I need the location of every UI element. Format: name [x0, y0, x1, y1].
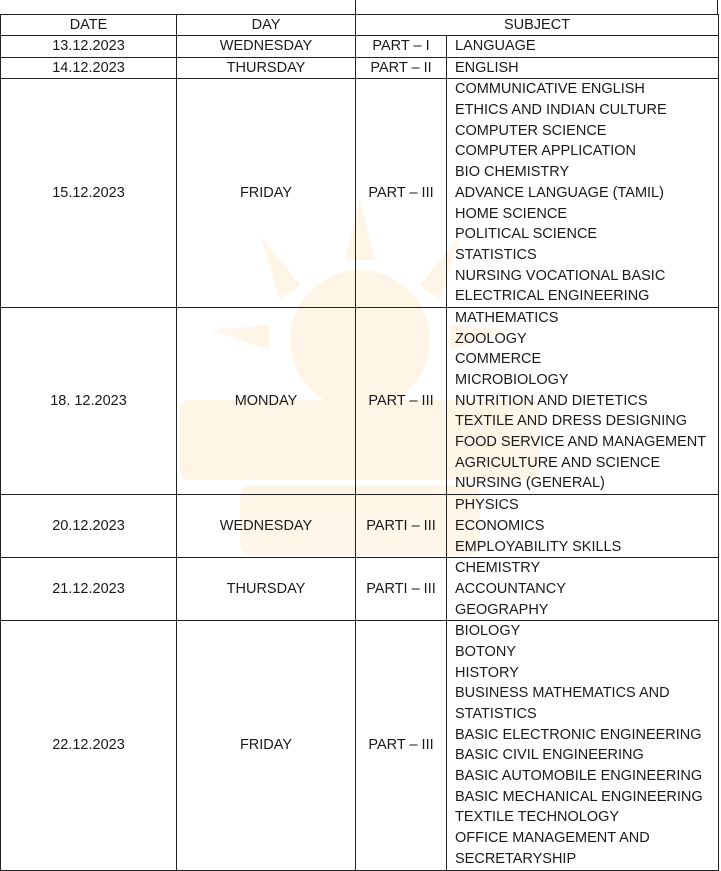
header-day: DAY	[177, 15, 356, 36]
exam-day: FRIDAY	[177, 79, 356, 308]
subject-item: OFFICE MANAGEMENT AND	[455, 830, 650, 847]
subject-item: TEXTILE AND DRESS DESIGNING	[455, 413, 688, 430]
table-row	[1, 621, 719, 870]
subject-item: BIOLOGY	[455, 623, 521, 640]
exam-date: 20.12.2023	[1, 495, 177, 558]
exam-part: PART – I	[356, 36, 447, 58]
exam-subjects	[447, 495, 719, 558]
subject-item: FOOD SERVICE AND MANAGEMENT	[455, 434, 707, 451]
exam-subjects	[447, 36, 719, 58]
subject-item: ZOOLOGY	[455, 330, 527, 347]
exam-day: THURSDAY	[177, 57, 356, 79]
exam-part: PART – III	[356, 79, 447, 308]
subject-item: ENGLISH	[455, 59, 519, 76]
subject-item: STATISTICS	[455, 706, 537, 722]
subject-item: ACCOUNTANCY	[455, 580, 566, 597]
exam-date: 15.12.2023	[1, 79, 177, 308]
subject-item: NURSING (GENERAL)	[455, 475, 605, 492]
subject-item: HOME SCIENCE	[455, 205, 567, 222]
column-divider	[355, 0, 356, 14]
subject-item: CHEMISTRY	[455, 560, 541, 577]
subject-item: TEXTILE TECHNOLOGY	[455, 809, 620, 826]
subject-item: ETHICS AND INDIAN CULTURE	[455, 102, 667, 119]
header-date: DATE	[1, 15, 177, 36]
subject-item: NURSING VOCATIONAL BASIC	[455, 267, 666, 284]
subject-item: MICROBIOLOGY	[455, 372, 569, 388]
header-subject: SUBJECT	[356, 15, 719, 36]
exam-part: PART – III	[356, 307, 447, 494]
exam-part: PART – III	[356, 621, 447, 870]
subject-item: COMPUTER SCIENCE	[455, 122, 607, 139]
exam-date: 18. 12.2023	[1, 307, 177, 494]
subject-item: LANGUAGE	[455, 38, 536, 54]
exam-day: WEDNESDAY	[177, 36, 356, 58]
exam-day: MONDAY	[177, 307, 356, 494]
subject-item: BUSINESS MATHEMATICS AND	[455, 685, 670, 702]
exam-subjects	[447, 57, 719, 79]
subject-item: BASIC ELECTRONIC ENGINEERING	[455, 726, 702, 743]
subject-item: POLITICAL SCIENCE	[455, 226, 598, 243]
table-row	[1, 558, 719, 621]
table-row	[1, 36, 719, 58]
exam-date: 14.12.2023	[1, 57, 177, 79]
subject-item: BASIC MECHANICAL ENGINEERING	[455, 788, 703, 805]
exam-part: PART – II	[356, 57, 447, 79]
subject-item: BIO CHEMISTRY	[455, 164, 570, 181]
subject-item: PHYSICS	[455, 497, 519, 514]
subject-item: COMMUNICATIVE ENGLISH	[455, 81, 645, 98]
subject-item: MATHEMATICS	[455, 309, 559, 326]
exam-part: PARTI – III	[356, 495, 447, 558]
table-row	[1, 495, 719, 558]
exam-part: PARTI – III	[356, 558, 447, 621]
table-row	[1, 307, 719, 494]
subject-item: AGRICULTURE AND SCIENCE	[455, 454, 661, 471]
exam-day: THURSDAY	[177, 558, 356, 621]
exam-subjects	[447, 307, 719, 494]
exam-timetable	[0, 14, 719, 871]
exam-date: 21.12.2023	[1, 558, 177, 621]
subject-item: BASIC CIVIL ENGINEERING	[455, 747, 644, 764]
subject-item: SECRETARYSHIP	[455, 850, 577, 867]
table-top-strip	[0, 0, 721, 14]
exam-day: WEDNESDAY	[177, 495, 356, 558]
exam-subjects	[447, 79, 719, 308]
subject-item: NUTRITION AND DIETETICS	[455, 392, 648, 409]
subject-item: BOTONY	[455, 643, 516, 660]
exam-date: 22.12.2023	[1, 621, 177, 870]
table-row	[1, 79, 719, 308]
exam-subjects	[447, 558, 719, 621]
subject-item: STATISTICS	[455, 246, 537, 263]
exam-subjects	[447, 621, 719, 870]
exam-day: FRIDAY	[177, 621, 356, 870]
timetable-body	[1, 36, 719, 871]
subject-item: COMMERCE	[455, 351, 542, 368]
subject-item: HISTORY	[455, 664, 519, 681]
column-divider	[717, 0, 718, 14]
subject-item: GEOGRAPHY	[455, 601, 549, 618]
table-row	[1, 57, 719, 79]
subject-item: BASIC AUTOMOBILE ENGINEERING	[455, 768, 703, 785]
subject-item: COMPUTER APPLICATION	[455, 143, 637, 160]
subject-item: ADVANCE LANGUAGE (TAMIL)	[455, 184, 664, 201]
subject-item: ECONOMICS	[455, 517, 545, 534]
exam-date: 13.12.2023	[1, 36, 177, 58]
subject-item: EMPLOYABILITY SKILLS	[455, 538, 622, 555]
subject-item: ELECTRICAL ENGINEERING	[455, 288, 650, 305]
header-row	[1, 15, 719, 36]
